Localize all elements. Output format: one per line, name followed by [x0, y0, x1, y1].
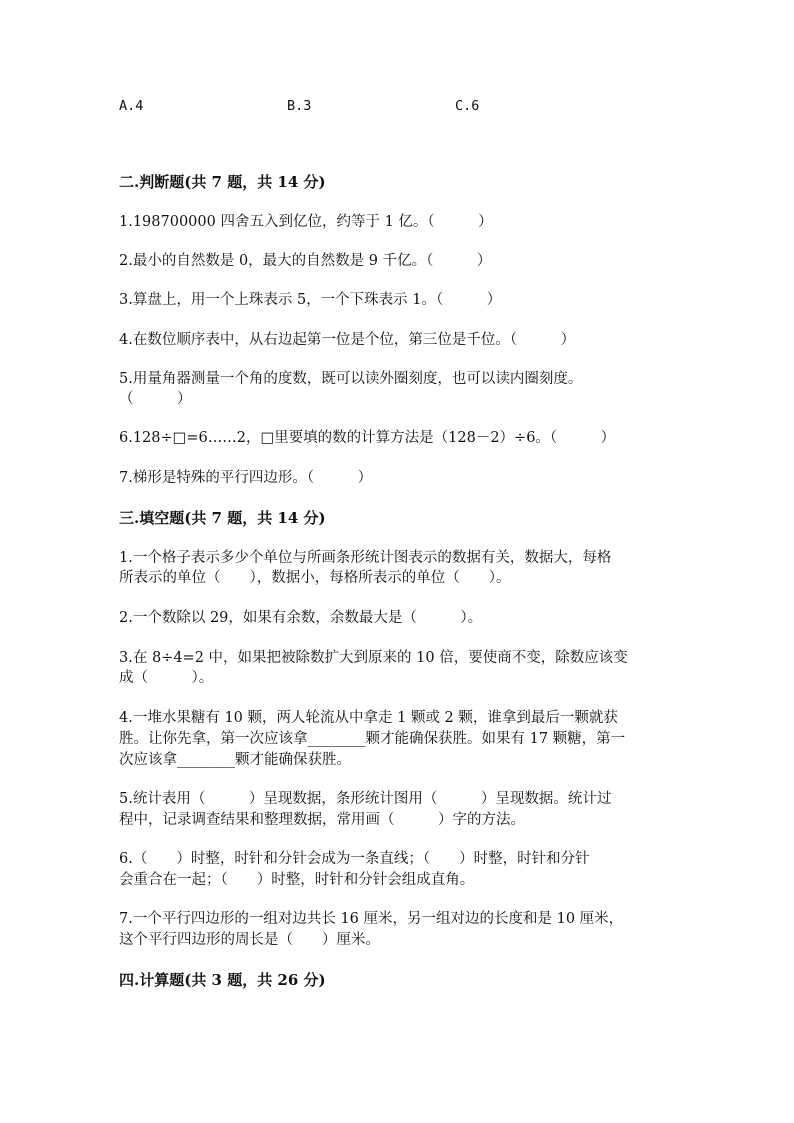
fill-question-6-line1: 6.（ ）时整，时针和分针会成为一条直线；（ ）时整，时针和分针 — [119, 851, 590, 867]
judge-question-5-line2: （ ） — [119, 391, 192, 407]
judge-question-3: 3.算盘上，用一个上珠表示 5，一个下珠表示 1。（ ） — [119, 292, 502, 308]
judge-question-1: 1.198700000 四舍五入到亿位，约等于 1 亿。（ ） — [119, 214, 493, 230]
fill-question-7-line1: 7.一个平行四边形的一组对边共长 16 厘米，另一组对边的长度和是 10 厘米， — [119, 911, 624, 927]
judge-question-5-line1: 5.用量角器测量一个角的度数，既可以读外圈刻度，也可以读内圈刻度。 — [119, 371, 583, 387]
fill-question-5-line1: 5.统计表用（ ）呈现数据，条形统计图用（ ）呈现数据。统计过 — [119, 791, 612, 807]
fill-question-7-line2: 这个平行四边形的周长是（ ）厘米。 — [119, 932, 380, 948]
fill-question-4-line1: 4.一堆水果糖有 10 颗，两人轮流从中拿走 1 颗或 2 颗，谁拿到最后一颗就获 — [119, 710, 618, 726]
fill-question-6-line2: 会重合在一起；（ ）时整，时针和分针会组成直角。 — [119, 872, 475, 888]
fill-question-1-line1: 1.一个格子表示多少个单位与所画条形统计图表示的数据有关，数据大，每格 — [119, 550, 612, 566]
choice-a: A.4 — [119, 98, 144, 114]
fill-question-4-line3: 次应该拿________颗才能确保获胜。 — [119, 752, 351, 768]
choice-c: C.6 — [455, 98, 480, 114]
fill-question-4-line2: 胜。让你先拿，第一次应该拿________颗才能确保获胜。如果有 17 颗糖，第一 — [119, 731, 626, 747]
fill-question-3-line2: 成（ ）。 — [119, 670, 214, 686]
judge-question-4: 4.在数位顺序表中，从右边起第一位是个位，第三位是千位。（ ） — [119, 332, 576, 348]
judge-question-2: 2.最小的自然数是 0，最大的自然数是 9 千亿。（ ） — [119, 253, 492, 269]
judge-question-6: 6.128÷□=6……2，□里要填的数的计算方法是（128－2）÷6。（ ） — [119, 430, 616, 446]
choice-b: B.3 — [287, 98, 312, 114]
fill-question-3-line1: 3.在 8÷4=2 中，如果把被除数扩大到原来的 10 倍，要使商不变，除数应该变 — [119, 650, 628, 666]
fill-question-5-line2: 程中，记录调查结果和整理数据，常用画（ ）字的方法。 — [119, 812, 525, 828]
fill-question-1-line2: 所表示的单位（ ），数据小，每格所表示的单位（ ）。 — [119, 570, 511, 586]
fill-question-2: 2.一个数除以 29，如果有余数，余数最大是（ ）。 — [119, 610, 483, 626]
section-2-heading: 二.判断题(共 7 题，共 14 分) — [119, 173, 326, 191]
section-3-heading: 三.填空题(共 7 题，共 14 分) — [119, 509, 326, 527]
section-4-heading: 四.计算题(共 3 题，共 26 分) — [119, 971, 326, 989]
judge-question-7: 7.梯形是特殊的平行四边形。（ ） — [119, 470, 373, 486]
